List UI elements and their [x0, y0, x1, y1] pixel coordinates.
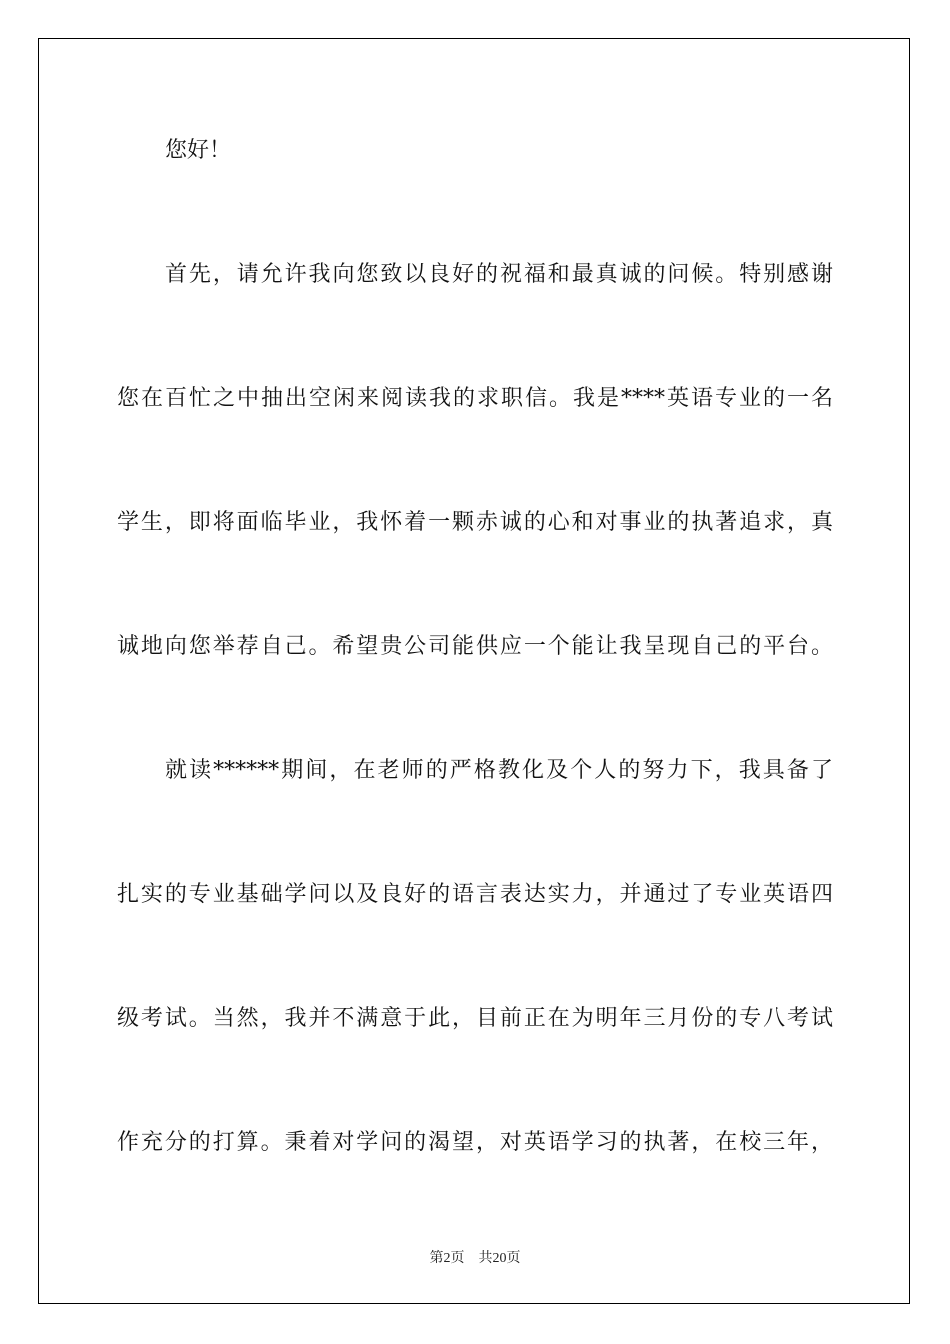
paragraph-1-line-3: 学生，即将面临毕业，我怀着一颗赤诚的心和对事业的执著追求，真	[117, 510, 833, 535]
page-number: 第2页	[429, 1251, 465, 1266]
paragraph-2-line-4: 作充分的打算。秉着对学问的渴望，对英语学习的执著，在校三年，	[117, 1130, 833, 1155]
greeting-line: 您好！	[165, 138, 232, 163]
paragraph-2-line-3: 级考试。当然，我并不满意于此，目前正在为明年三月份的专八考试	[117, 1006, 833, 1031]
paragraph-2-line-2: 扎实的专业基础学问以及良好的语言表达实力，并通过了专业英语四	[117, 882, 833, 907]
page-footer	[0, 1247, 950, 1267]
paragraph-1-line-4: 诚地向您举荐自己。希望贵公司能供应一个能让我呈现自己的平台。	[117, 634, 833, 659]
paragraph-1-line-1: 首先，请允许我向您致以良好的祝福和最真诚的问候。特别感谢	[165, 262, 833, 287]
page-border	[38, 38, 910, 1304]
page-total: 共20页	[478, 1251, 521, 1266]
paragraph-1-line-2: 您在百忙之中抽出空闲来阅读我的求职信。我是****英语专业的一名	[117, 386, 833, 411]
paragraph-2-line-1: 就读******期间，在老师的严格教化及个人的努力下，我具备了	[165, 758, 833, 783]
